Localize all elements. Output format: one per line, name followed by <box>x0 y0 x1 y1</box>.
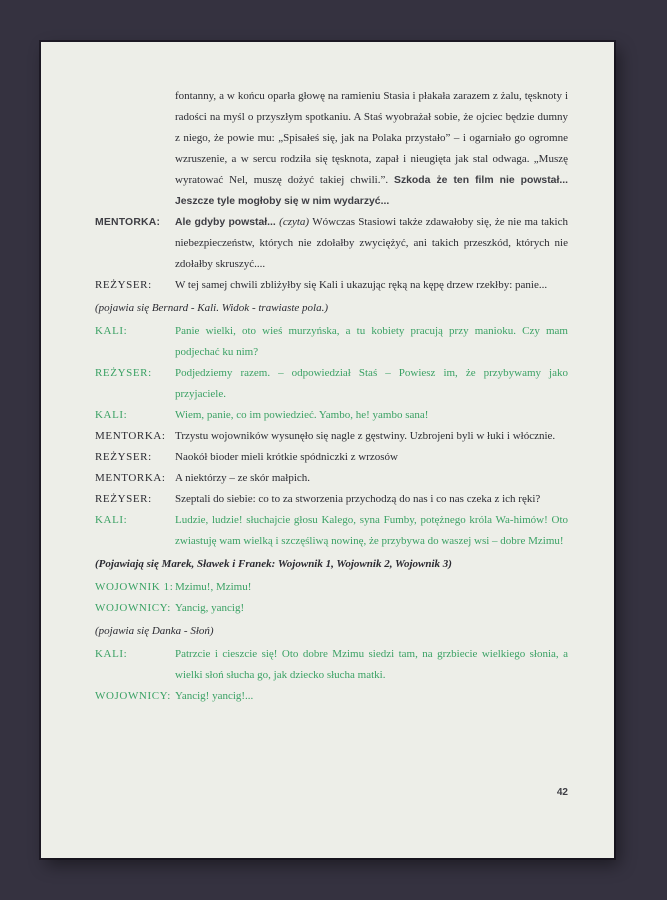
speech-text <box>175 644 568 686</box>
speech-segment: Panie wielki, oto wieś murzyńska, a tu kobiety pracują przy manioku. Czy mam podjechać ku nim? <box>175 325 568 358</box>
speech-segment: (czyta) <box>279 216 313 228</box>
speaker-label: WOJOWNICY: <box>95 690 171 702</box>
speech-segment: Ludzie, ludzie! słuchajcie głosu Kalego, syna Fumby, potężnego króla Wa-himów! Oto zwiastuję wam wielką i szczęśliwą nowinę, że przybywa do waszej wsi – dobre Mzimu! <box>175 514 568 547</box>
dialogue-block <box>95 577 568 598</box>
dialogue-block <box>95 321 568 363</box>
script-body <box>95 86 568 707</box>
speech-segment: Naokół bioder mieli krótkie spódniczki z wrzosów <box>175 451 399 463</box>
stage-direction <box>95 554 568 575</box>
speech-segment: Patrzcie i cieszcie się! Oto dobre Mzimu siedzi tam, na grzbiecie wielkiego słonia, a wielki słoń słucha go, jak dziecko słucha matki. <box>175 648 568 681</box>
dialogue-block <box>95 212 568 275</box>
dialogue-block <box>95 598 568 619</box>
speech-text <box>175 598 568 619</box>
speaker-label: WOJOWNIK 1: <box>95 581 174 593</box>
speaker-label: MENTORKA: <box>95 472 166 484</box>
scanned-script-page <box>41 42 614 858</box>
speech-text <box>175 405 568 426</box>
speaker-label: REŻYSER: <box>95 367 152 379</box>
speech-text <box>175 363 568 405</box>
dialogue-block <box>95 644 568 686</box>
speaker-label: REŻYSER: <box>95 493 152 505</box>
speech-text <box>175 447 568 468</box>
speech-segment: Szkoda że ten film nie powstał... Jeszcze tyle mogłoby się w nim wydarzyć... <box>175 175 569 207</box>
speaker-label: MENTORKA: <box>95 217 161 228</box>
dialogue-block <box>95 405 568 426</box>
speaker-label: KALI: <box>95 409 128 421</box>
stage-direction-text: (pojawia się Danka - Słoń) <box>95 625 214 637</box>
stage-direction <box>95 298 568 319</box>
dialogue-block <box>95 426 568 447</box>
speech-text <box>175 426 568 447</box>
page-number: 42 <box>556 787 568 798</box>
speech-text <box>175 321 568 363</box>
speech-text <box>175 86 568 212</box>
speech-segment: Podjedziemy razem. – odpowiedział Staś – Powiesz im, że przybywamy jako przyjaciele. <box>175 367 568 400</box>
speech-segment: W tej samej chwili zbliżyłby się Kali i ukazując ręką na kępę drzew rzekłby: panie... <box>175 279 548 291</box>
speech-segment: fontanny, a w końcu oparła głowę na ramieniu Stasia i płakała zarazem z żalu, tęsknoty i radości na myśl o przyszłym spotkaniu. A Staś wyobrażał sobie, że ojciec będzie dumny z niego, że powie mu: „Spisałeś się, jak na Polaka przystało” – i ogarniało go ogromne wzruszenie, a w sercu rodziła się tęsknota, zapał i nieugięta jak stal odwaga. „Muszę wyratować Nel, muszę dożyć takiej chwili.”. <box>175 90 568 186</box>
speaker-label: REŻYSER: <box>95 279 152 291</box>
speech-segment: Wiem, panie, co im powiedzieć. Yambo, he! yambo sana! <box>175 409 429 421</box>
speech-text <box>175 577 568 598</box>
speaker-label: REŻYSER: <box>95 451 152 463</box>
stage-direction-text: (Pojawiają się Marek, Sławek i Franek: Wojownik 1, Wojownik 2, Wojownik 3) <box>95 558 452 570</box>
dialogue-block <box>95 686 568 707</box>
dialogue-block <box>95 275 568 296</box>
speech-text <box>175 686 568 707</box>
speech-text <box>175 275 568 296</box>
speech-segment: A niektórzy – ze skór małpich. <box>175 472 311 484</box>
speech-segment: Szeptali do siebie: co to za stworzenia przychodzą do nas i co nas czeka z ich ręki? <box>175 493 541 505</box>
stage-direction <box>95 621 568 642</box>
dialogue-block <box>95 510 568 552</box>
speech-text <box>175 468 568 489</box>
speech-segment: Trzystu wojowników wysunęło się nagle z gęstwiny. Uzbrojeni byli w łuki i włócznie. <box>175 430 556 442</box>
stage-direction-text: (pojawia się Bernard - Kali. Widok - trawiaste pola.) <box>95 302 329 314</box>
speech-segment: Yancig, yancig! <box>175 602 245 614</box>
speaker-label: MENTORKA: <box>95 430 166 442</box>
speech-segment: Wówczas Stasiowi także zdawałoby się, że nie ma takich niebezpieczeństw, których nie zdołałby zwyciężyć, ani takich przeszkód, których nie zdołałby skruszyć.... <box>175 216 568 270</box>
speech-segment: Yancig! yancig!... <box>175 690 254 702</box>
speech-segment: Mzimu!, Mzimu! <box>175 581 252 593</box>
speech-text <box>175 510 568 552</box>
narration-block <box>95 86 568 212</box>
speaker-label: KALI: <box>95 325 128 337</box>
speaker-label <box>95 86 175 212</box>
speaker-label: KALI: <box>95 514 128 526</box>
dialogue-block <box>95 363 568 405</box>
speech-text <box>175 212 568 275</box>
speaker-label: WOJOWNICY: <box>95 602 171 614</box>
dialogue-block <box>95 468 568 489</box>
speech-segment: Ale gdyby powstał... <box>175 217 280 228</box>
speech-text <box>175 489 568 510</box>
speaker-label: KALI: <box>95 648 128 660</box>
dialogue-block <box>95 447 568 468</box>
dialogue-block <box>95 489 568 510</box>
